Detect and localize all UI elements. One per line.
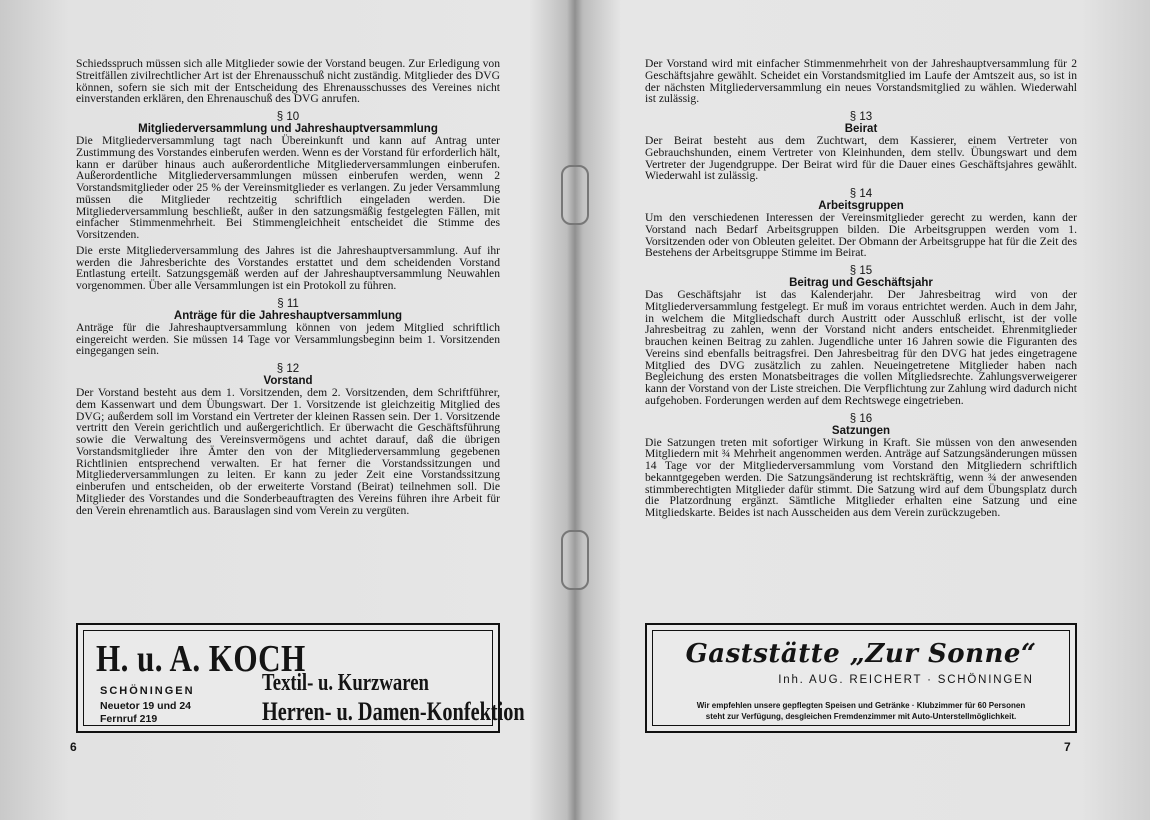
sonne-restaurant-name: Gaststätte „Zur Sonne“ xyxy=(685,639,1037,669)
section-12-heading xyxy=(76,363,500,387)
section-12-number: § 12 xyxy=(276,363,300,375)
section-14-heading xyxy=(645,188,1077,212)
page-number-left: 6 xyxy=(70,740,77,754)
koch-address: Neuetor 19 und 24 xyxy=(100,700,192,712)
section-13-number: § 13 xyxy=(849,111,873,123)
section-14-number: § 14 xyxy=(849,188,873,200)
section-12-paragraph: Der Vorstand besteht aus dem 1. Vorsitzenden, dem 2. Vorsitzenden, dem Schriftführer, dem Kassenwart und dem Übungswart. Der 1. Vorsitzende ist gleichzeitig Mitglied des DVG; außerdem soll im Vorstand ein Vertreter der kleinen Rassen sein. Der 1. Vorsitzende vertritt den Verein gerichtlich und außergerichtlich. Er überwacht die Geschäftsführung sowie die Verwaltung des Vereinsvermögens und achtet darauf, daß die übrigen Vorstandsmitglieder ihre Ämter den von der Mitgliederversammlung gegebenen Richtlinien entsprechend verwalten. Er hat ferner die Vorstandssitzungen und Mitgliederversammlungen zu leiten. Er kann zu jeder Zeit eine Vorstandssitzung einberufen und entscheiden, ob der erweiterte Vorstand (Beirat) teilnehmen soll. Die Mitglieder des Vorstandes und die Sonderbeauftragten des Vereins führen ihre Arbeit für den Verein ehrenamtlich aus. Barauslagen sind vom Verein zu vergüten. xyxy=(76,386,500,517)
right-text-column xyxy=(645,58,1077,519)
left-text-column xyxy=(76,58,500,516)
right-page xyxy=(575,0,1150,820)
section-11-heading xyxy=(76,298,500,322)
section-16-paragraph: Die Satzungen treten mit sofortiger Wirkung in Kraft. Sie müssen von den anwesenden Mitgliedern mit ¾ Mehrheit angenommen werden. Anträge auf Satzungsänderungen müssen 14 Tage vor der Mitgliederversammlung vom Vorstand den Mitgliedern schriftlich bekanntgegeben werden. Die Satzungsänderung ist rechtskräftig, wenn ¾ der anwesenden stimmberechtigten Mitglieder dafür stimmt. Die Satzung wird auf dem Übungsplatz durch die Platzordnung ergänzt. Sämtliche Mitglieder erhalten eine Satzung und eine Mitgliedskarte. Beides ist nach Ausscheiden aus dem Verein zurückzugeben. xyxy=(645,435,1077,519)
koch-advertisement xyxy=(76,623,525,733)
section-15-heading xyxy=(645,265,1077,289)
section-10-paragraph-2: Die erste Mitgliederversammlung des Jahres ist die Jahreshauptversammlung. Auf ihr werden die Jahresberichte des Vorstandes erstattet und dem scheidenden Vorstand Entlastung erteilt. Satzungsgemäß werden auf der Jahreshauptversammlung Neuwahlen vorgenommen. Über alle Versammlungen ist ein Protokoll zu führen. xyxy=(76,243,500,292)
section-16-number: § 16 xyxy=(849,412,873,425)
section-13-heading xyxy=(645,111,1077,135)
section-10-paragraph-1: Die Mitgliederversammlung tagt nach Übereinkunft und kann auf Antrag unter Zustimmung des Vorstandes einberufen werden. Wenn es der Vorstand für erforderlich hält, kann er darüber hinaus auch außerordentliche Mitgliederversammlungen einberufen. Außerordentliche Mitgliederversammlungen müssen einberufen werden, wenn 2 Vorstandsmitglieder oder 25 % der Vereinsmitglieder es verlangen. Zu jeder Versammlung müssen die Mitglieder rechtzeitig schriftlich eingeladen werden. Die Mitgliederversammlung beschließt, außer in den satzungsmäßig festgelegten Fällen, mit einfacher Stimmenmehrheit. Bei Stimmengleichheit entscheidet die Stimme des Vorsitzenden. xyxy=(76,134,500,241)
section-10-title: Mitgliederversammlung und Jahreshauptversammlung xyxy=(138,123,438,135)
section-16-heading xyxy=(645,413,1077,437)
section-16-title: Satzungen xyxy=(831,424,891,437)
section-14-title: Arbeitsgruppen xyxy=(818,200,904,212)
section-10-heading xyxy=(76,111,500,135)
sonne-info-line-1: Wir empfehlen unsere gepflegten Speisen und Getränke · Klubzimmer für 60 Personen xyxy=(696,701,1026,710)
sonne-owner: Inh. AUG. REICHERT · SCHÖNINGEN xyxy=(778,674,1034,686)
koch-company-name: H. u. A. KOCH xyxy=(96,638,306,680)
section-11-paragraph: Anträge für die Jahreshauptversammlung können von jedem Mitglied schriftlich eingereicht werden. Sie müssen 14 Tage vor Versammlungsbeginn beim 1. Vorsitzenden eingegangen sein. xyxy=(76,320,500,358)
section-15-number: § 15 xyxy=(849,265,873,277)
section-14-paragraph: Um den verschiedenen Interessen der Vereinsmitglieder gerecht zu werden, kann der Vorstand nach Bedarf Arbeitsgruppen bilden. Die Arbeitsgruppen werden vom 1. Vorsitzenden oder von Obleuten geleitet. Der Obmann der Arbeitsgruppe hat für die Zeit des Bestehens der Arbeitsgruppe Stimme im Beirat. xyxy=(645,211,1077,260)
sonne-advertisement xyxy=(645,623,1077,733)
koch-phone: Fernruf 219 xyxy=(100,713,158,725)
section-13-title: Beirat xyxy=(844,123,878,135)
section-15-paragraph: Das Geschäftsjahr ist das Kalenderjahr. Der Jahresbeitrag wird von der Mitgliederversammlung festgelegt. Er muß im voraus entrichtet werden. Auch in dem Jahr, in welchem die Mitgliedschaft durch Austritt oder Ausschluß erlischt, ist der volle Jahresbeitrag zu zahlen, wenn der Vorstand nicht anders entscheidet. Ehrenmitglieder brauchen keinen Beitrag zu zahlen. Jugendliche unter 16 Jahren sowie die Figuranten des Vereins sind ebenfalls beitragsfrei. Den Jahresbeitrag für den DVG hat jedes eingetragene Mitglied des DVG zusätzlich zu zahlen. Neueingetretene Mitglieder haben nach Begleichung des ersten Monatsbeitrages die vollen Mitgliedsrechte. Zahlungsverweigerer kann der Vorstand von der Liste streichen. Die Verpflichtung zur Zahlung wird dadurch nicht aufgehoben. Forderungen werden auf dem Rechtswege eingetrieben. xyxy=(645,288,1077,407)
sonne-ad-inner-border xyxy=(652,630,1070,726)
section-13-paragraph: Der Beirat besteht aus dem Zuchtwart, dem Kassierer, einem Vertreter von Gebrauchshunden, einem Vertreter von Kleinhunden, dem stellv. Übungswart und dem Vertreter der Jugendgruppe. Der Beirat wird für die Dauer eines Geschäftsjahres gewählt. Wiederwahl ist zulässig. xyxy=(645,134,1077,183)
section-10-number: § 10 xyxy=(276,111,300,123)
page-number-right: 7 xyxy=(1064,740,1071,754)
section-11-number: § 11 xyxy=(277,297,299,310)
right-intro-paragraph: Der Vorstand wird mit einfacher Stimmenmehrheit von der Jahreshauptversammlung für 2 Geschäftsjahre gewählt. Scheidet ein Vorstandsmitglied im Laufe der Amtszeit aus, so ist in der nächsten Mitgliederversammlung ein neues Vorstandsmitglied zu wählen. Wiederwahl ist zulässig. xyxy=(645,57,1077,106)
sonne-info-line-2: steht zur Verfügung, desgleichen Fremdenzimmer mit Auto-Unterstellmöglichkeit. xyxy=(705,712,1017,721)
intro-paragraph: Schiedsspruch müssen sich alle Mitglieder sowie der Vorstand beugen. Zur Erledigung von Streitfällen zivilrechtlicher Art ist der Ehrenausschuß nicht zuständig. Mitglieder des DVG können, sofern sie sich mit der Entscheidung des Ehrenausschusses des Vereines nicht einverstanden erklären, den Ehrenauschuß des DVG anrufen. xyxy=(76,57,500,106)
section-11-title: Anträge für die Jahreshauptversammlung xyxy=(173,309,403,322)
section-12-title: Vorstand xyxy=(263,375,313,387)
section-15-title: Beitrag und Geschäftsjahr xyxy=(789,277,933,289)
koch-city: SCHÖNINGEN xyxy=(100,685,195,697)
koch-product-line-2: Herren- u. Damen-Konfektion xyxy=(262,697,525,726)
koch-product-line-1: Textil- u. Kurzwaren xyxy=(262,670,429,696)
koch-ad-inner-border xyxy=(83,630,525,726)
